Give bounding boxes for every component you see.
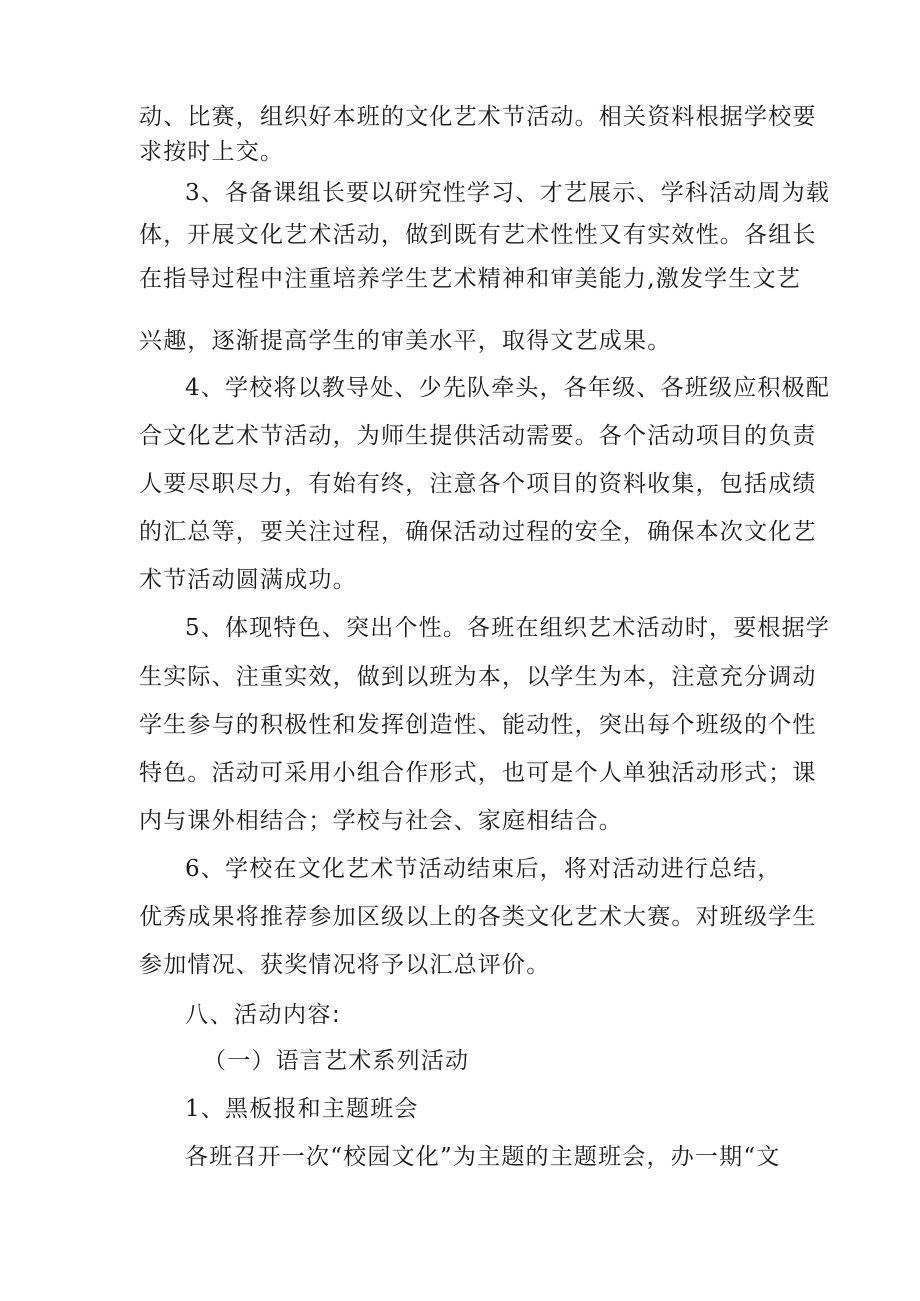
text-line: 动、比赛，组织好本班的文化艺术节活动。相关资料根据学校要 bbox=[139, 104, 817, 130]
subsection-heading: （一）语言艺术系列活动 bbox=[203, 1048, 470, 1074]
text-line: 3、各备课组长要以研究性学习、才艺展示、学科活动周为载 bbox=[185, 180, 831, 206]
section-heading: 八、活动内容: bbox=[185, 1002, 342, 1028]
text-line: 5、体现特色、突出个性。各班在组织艺术活动时，要根据学 bbox=[185, 615, 831, 641]
text-line: 参加情况、获奖情况将予以汇总评价。 bbox=[139, 952, 551, 978]
text-line: 术节活动圆满成功。 bbox=[139, 567, 357, 593]
text-line: 内与课外相结合；学校与社会、家庭相结合。 bbox=[139, 808, 623, 834]
item-heading: 1、黑板报和主题班会 bbox=[185, 1096, 419, 1122]
text-line: 生实际、注重实效，做到以班为本，以学生为本，注意充分调动 bbox=[139, 664, 817, 690]
text-line: 特色。活动可采用小组合作形式，也可是个人单独活动形式；课 bbox=[139, 760, 817, 786]
text-line: 各班召开一次“校园文化”为主题的主题班会，办一期“文 bbox=[185, 1144, 781, 1170]
text-line: 兴趣，逐渐提高学生的审美水平，取得文艺成果。 bbox=[139, 328, 672, 354]
text-line: 4、学校将以教导处、少先队牵头，各年级、各班级应积极配 bbox=[185, 375, 831, 401]
text-line: 的汇总等，要关注过程，确保活动过程的安全，确保本次文化艺 bbox=[139, 519, 817, 545]
text-line: 学生参与的积极性和发挥创造性、能动性，突出每个班级的个性 bbox=[139, 712, 817, 738]
text-line: 人要尽职尽力，有始有终，注意各个项目的资料收集，包括成绩 bbox=[139, 471, 817, 497]
text-line: 优秀成果将推荐参加区级以上的各类文化艺术大赛。对班级学生 bbox=[139, 904, 817, 930]
text-line: 6、学校在文化艺术节活动结束后，将对活动进行总结， bbox=[185, 856, 782, 882]
text-line: 合文化艺术节活动，为师生提供活动需要。各个活动项目的负责 bbox=[139, 423, 817, 449]
text-line: 在指导过程中注重培养学生艺术精神和审美能力,激发学生文艺 bbox=[139, 266, 801, 292]
text-line: 求按时上交。 bbox=[139, 139, 285, 165]
text-line: 体，开展文化艺术活动，做到既有艺术性性又有实效性。各组长 bbox=[139, 222, 817, 248]
